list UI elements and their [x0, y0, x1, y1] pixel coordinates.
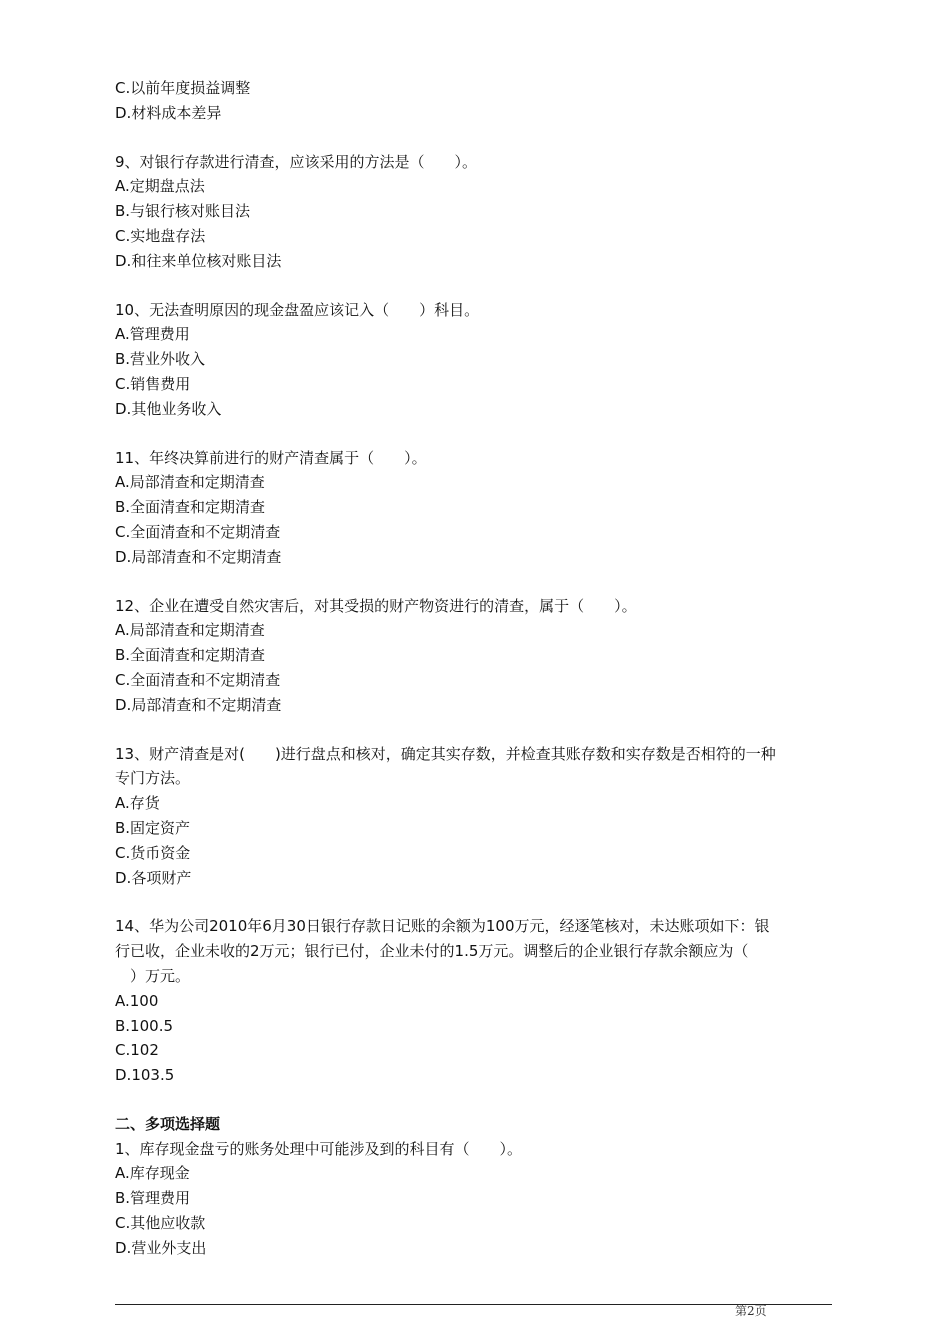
- document-page: [115, 76, 835, 1261]
- section-multiple-choice: [115, 1112, 835, 1261]
- question-stem: 专门方法。: [115, 769, 191, 788]
- option: A.100: [115, 991, 159, 1010]
- option: D.局部清查和不定期清查: [115, 547, 282, 566]
- option: C.其他应收款: [115, 1214, 206, 1233]
- question-14: [115, 914, 835, 1088]
- option: C.102: [115, 1041, 159, 1060]
- option: A.管理费用: [115, 325, 190, 344]
- option: A.存货: [115, 794, 160, 813]
- footer-rule: [115, 1304, 832, 1305]
- option: A.定期盘点法: [115, 177, 205, 196]
- option: A.局部清查和定期清查: [115, 473, 265, 492]
- option: B.营业外收入: [115, 350, 206, 369]
- option: A.库存现金: [115, 1164, 190, 1183]
- option: B.与银行核对账目法: [115, 202, 251, 221]
- question-13: [115, 742, 835, 891]
- question-stem: 9、对银行存款进行清查，应该采用的方法是（ ）。: [115, 152, 478, 171]
- option: A.局部清查和定期清查: [115, 621, 265, 640]
- section-title: 二、多项选择题: [115, 1114, 221, 1133]
- option: D.和往来单位核对账目法: [115, 251, 282, 270]
- question-stem: 12、企业在遭受自然灾害后，对其受损的财产物资进行的清查，属于（ ）。: [115, 596, 637, 615]
- question-stem: 1、库存现金盘亏的账务处理中可能涉及到的科目有（ ）。: [115, 1139, 523, 1158]
- option: B.管理费用: [115, 1189, 191, 1208]
- question-12: [115, 594, 835, 718]
- option: C.货币资金: [115, 843, 191, 862]
- option: D.各项财产: [115, 868, 192, 887]
- option: C.全面清查和不定期清查: [115, 670, 281, 689]
- option: B.全面清查和定期清查: [115, 498, 266, 517]
- option: C.以前年度损益调整: [115, 79, 251, 97]
- question-stem: 行已收，企业未收的2万元；银行已付，企业未付的1.5万元。调整后的企业银行存款余额应为（: [115, 942, 749, 961]
- option: D.材料成本差异: [115, 103, 222, 122]
- option: D.其他业务收入: [115, 399, 222, 418]
- option: C.销售费用: [115, 374, 191, 393]
- option: C.全面清查和不定期清查: [115, 522, 281, 541]
- question-10: [115, 298, 835, 422]
- option: D.103.5: [115, 1066, 175, 1085]
- option: B.固定资产: [115, 818, 191, 837]
- question-9: [115, 150, 835, 274]
- question-stem: 10、无法查明原因的现金盘盈应该记入（ ）科目。: [115, 300, 480, 319]
- question-stem: 13、财产清查是对( )进行盘点和核对，确定其实存数，并检查其账存数和实存数是否相符的一种: [115, 744, 776, 763]
- option: D.局部清查和不定期清查: [115, 695, 282, 714]
- question-stem: 11、年终决算前进行的财产清查属于（ ）。: [115, 448, 427, 467]
- option: D.营业外支出: [115, 1238, 207, 1257]
- option: B.100.5: [115, 1016, 174, 1035]
- question-stem: ）万元。: [115, 966, 191, 985]
- option: C.实地盘存法: [115, 226, 206, 245]
- question-stem: 14、华为公司2010年6月30日银行存款日记账的余额为100万元，经逐笔核对，未达账项如下：银: [115, 917, 770, 936]
- top-options: [115, 76, 835, 126]
- option: B.全面清查和定期清查: [115, 646, 266, 665]
- question-11: [115, 446, 835, 570]
- page-number: 第2页: [735, 1304, 767, 1318]
